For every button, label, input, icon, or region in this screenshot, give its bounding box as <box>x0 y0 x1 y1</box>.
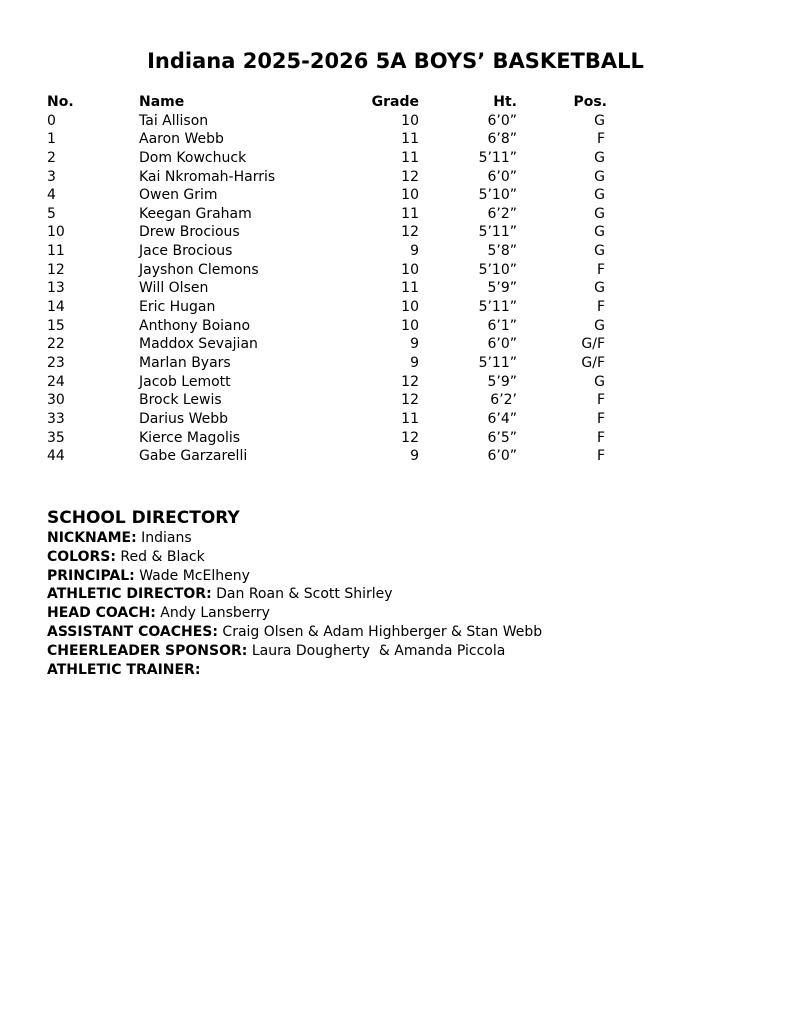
directory-label: ATHLETIC DIRECTOR: <box>47 586 212 603</box>
player-position: F <box>596 429 605 446</box>
player-height: 6’2” <box>487 205 517 222</box>
table-row <box>47 335 617 354</box>
directory-entry <box>47 642 542 661</box>
player-number: 5 <box>47 205 56 222</box>
player-name: Aaron Webb <box>139 131 224 148</box>
player-position: G <box>594 224 605 241</box>
directory-label: NICKNAME: <box>47 530 137 546</box>
player-position: G <box>594 243 605 260</box>
player-number: 12 <box>47 261 65 278</box>
player-number: 22 <box>47 336 65 353</box>
player-number: 15 <box>47 317 65 334</box>
player-number: 3 <box>47 168 56 185</box>
directory-value: Wade McElheny <box>134 567 250 584</box>
player-number: 35 <box>47 429 65 446</box>
table-row <box>47 112 617 131</box>
header-position: Pos. <box>573 94 607 110</box>
player-position: G <box>594 187 605 204</box>
player-grade: 12 <box>401 224 419 241</box>
player-name: Eric Hugan <box>139 299 216 316</box>
header-grade: Grade <box>371 94 419 110</box>
player-grade: 9 <box>410 243 419 260</box>
directory-entry <box>47 661 542 680</box>
player-number: 30 <box>47 392 65 409</box>
player-grade: 9 <box>410 354 419 371</box>
table-row <box>47 205 617 224</box>
player-grade: 9 <box>410 336 419 353</box>
player-grade: 12 <box>401 429 419 446</box>
player-name: Maddox Sevajian <box>139 336 258 353</box>
player-number: 23 <box>47 354 65 371</box>
table-row <box>47 223 617 242</box>
table-row <box>47 373 617 392</box>
player-position: F <box>596 448 605 465</box>
player-height: 5’9” <box>487 280 517 297</box>
player-position: G/F <box>581 354 605 371</box>
player-grade: 9 <box>410 448 419 465</box>
player-height: 5’11” <box>478 224 517 241</box>
player-grade: 11 <box>401 205 419 222</box>
player-name: Keegan Graham <box>139 205 252 222</box>
player-grade: 11 <box>401 149 419 166</box>
player-height: 6’0” <box>487 336 517 353</box>
player-position: G <box>594 317 605 334</box>
player-number: 0 <box>47 112 56 129</box>
player-height: 5’11” <box>478 149 517 166</box>
player-position: G <box>594 280 605 297</box>
player-position: F <box>596 392 605 409</box>
player-name: Jace Brocious <box>139 243 233 260</box>
table-row <box>47 242 617 261</box>
table-row <box>47 410 617 429</box>
directory-value: Indians <box>136 530 192 546</box>
player-height: 6’0” <box>487 168 517 185</box>
player-name: Owen Grim <box>139 187 218 204</box>
table-row <box>47 317 617 336</box>
player-name: Gabe Garzarelli <box>139 448 248 465</box>
player-height: 5’10” <box>478 187 517 204</box>
directory-entry <box>47 548 542 567</box>
player-grade: 10 <box>401 299 419 316</box>
header-name: Name <box>139 94 185 110</box>
player-position: G <box>594 373 605 390</box>
player-number: 24 <box>47 373 65 390</box>
player-grade: 11 <box>401 131 419 148</box>
player-number: 14 <box>47 299 65 316</box>
player-position: G/F <box>581 336 605 353</box>
player-grade: 10 <box>401 112 419 129</box>
player-name: Jayshon Clemons <box>139 261 259 278</box>
header-no: No. <box>47 94 74 110</box>
directory-value: Craig Olsen & Adam Highberger & Stan Webb <box>217 623 543 640</box>
player-height: 5’9” <box>487 373 517 390</box>
directory-label: CHEERLEADER SPONSOR: <box>47 642 248 659</box>
directory-label: COLORS: <box>47 548 116 565</box>
header-height: Ht. <box>493 94 517 110</box>
table-row <box>47 279 617 298</box>
directory-entry <box>47 623 542 642</box>
table-row <box>47 391 617 410</box>
player-position: G <box>594 112 605 129</box>
player-height: 6’0” <box>487 112 517 129</box>
player-grade: 10 <box>401 187 419 204</box>
directory-label: ATHLETIC TRAINER: <box>47 661 201 678</box>
player-height: 5’8” <box>487 243 517 260</box>
player-number: 2 <box>47 149 56 166</box>
player-grade: 11 <box>401 410 419 427</box>
player-position: F <box>596 131 605 148</box>
player-name: Kierce Magolis <box>139 429 241 446</box>
directory-entry <box>47 529 542 548</box>
table-row <box>47 261 617 280</box>
player-name: Jacob Lemott <box>139 373 231 390</box>
directory-label: PRINCIPAL: <box>47 567 135 584</box>
player-grade: 10 <box>401 261 419 278</box>
roster-body <box>47 112 617 466</box>
player-position: F <box>596 261 605 278</box>
player-position: G <box>594 205 605 222</box>
player-grade: 11 <box>401 280 419 297</box>
directory-value: Red & Black <box>115 548 205 565</box>
player-height: 5’11” <box>478 299 517 316</box>
player-grade: 10 <box>401 317 419 334</box>
directory-value: Andy Lansberry <box>155 605 270 622</box>
table-row <box>47 149 617 168</box>
player-height: 6’0” <box>487 448 517 465</box>
roster-header-row <box>47 93 617 112</box>
player-name: Anthony Boiano <box>139 317 251 334</box>
table-row <box>47 298 617 317</box>
player-name: Darius Webb <box>139 410 229 427</box>
player-position: F <box>596 299 605 316</box>
directory-entry <box>47 585 542 604</box>
roster-table <box>47 93 617 466</box>
player-height: 5’10” <box>478 261 517 278</box>
table-row <box>47 130 617 149</box>
player-number: 1 <box>47 131 56 148</box>
table-row <box>47 354 617 373</box>
table-row <box>47 447 617 466</box>
player-name: Will Olsen <box>139 280 209 297</box>
directory-heading: SCHOOL DIRECTORY <box>47 508 240 528</box>
school-directory <box>47 507 542 679</box>
directory-entry <box>47 567 542 586</box>
player-number: 33 <box>47 410 65 427</box>
player-name: Drew Brocious <box>139 224 240 241</box>
directory-label: ASSISTANT COACHES: <box>47 623 218 640</box>
player-name: Dom Kowchuck <box>139 149 247 166</box>
player-height: 6’5” <box>487 429 517 446</box>
player-height: 6’1” <box>487 317 517 334</box>
player-grade: 12 <box>401 392 419 409</box>
player-name: Kai Nkromah-Harris <box>139 168 276 185</box>
directory-entries <box>47 529 542 679</box>
table-row <box>47 186 617 205</box>
player-grade: 12 <box>401 168 419 185</box>
table-row <box>47 429 617 448</box>
player-position: G <box>594 168 605 185</box>
player-number: 13 <box>47 280 65 297</box>
player-height: 6’8” <box>487 131 517 148</box>
player-position: F <box>596 410 605 427</box>
player-name: Tai Allison <box>139 112 209 129</box>
directory-entry <box>47 604 542 623</box>
player-grade: 12 <box>401 373 419 390</box>
directory-label: HEAD COACH: <box>47 605 156 622</box>
directory-value: Dan Roan & Scott Shirley <box>211 586 393 603</box>
player-number: 10 <box>47 224 65 241</box>
player-number: 44 <box>47 448 65 465</box>
directory-value: Laura Dougherty & Amanda Piccola <box>247 642 506 659</box>
player-name: Brock Lewis <box>139 392 222 409</box>
player-height: 5’11” <box>478 354 517 371</box>
player-number: 11 <box>47 243 65 260</box>
player-height: 6’2’ <box>490 392 517 409</box>
player-height: 6’4” <box>487 410 517 427</box>
player-number: 4 <box>47 187 56 204</box>
table-row <box>47 168 617 187</box>
player-position: G <box>594 149 605 166</box>
page-title: Indiana 2025-2026 5A BOYS’ BASKETBALL <box>147 49 644 73</box>
player-name: Marlan Byars <box>139 354 231 371</box>
